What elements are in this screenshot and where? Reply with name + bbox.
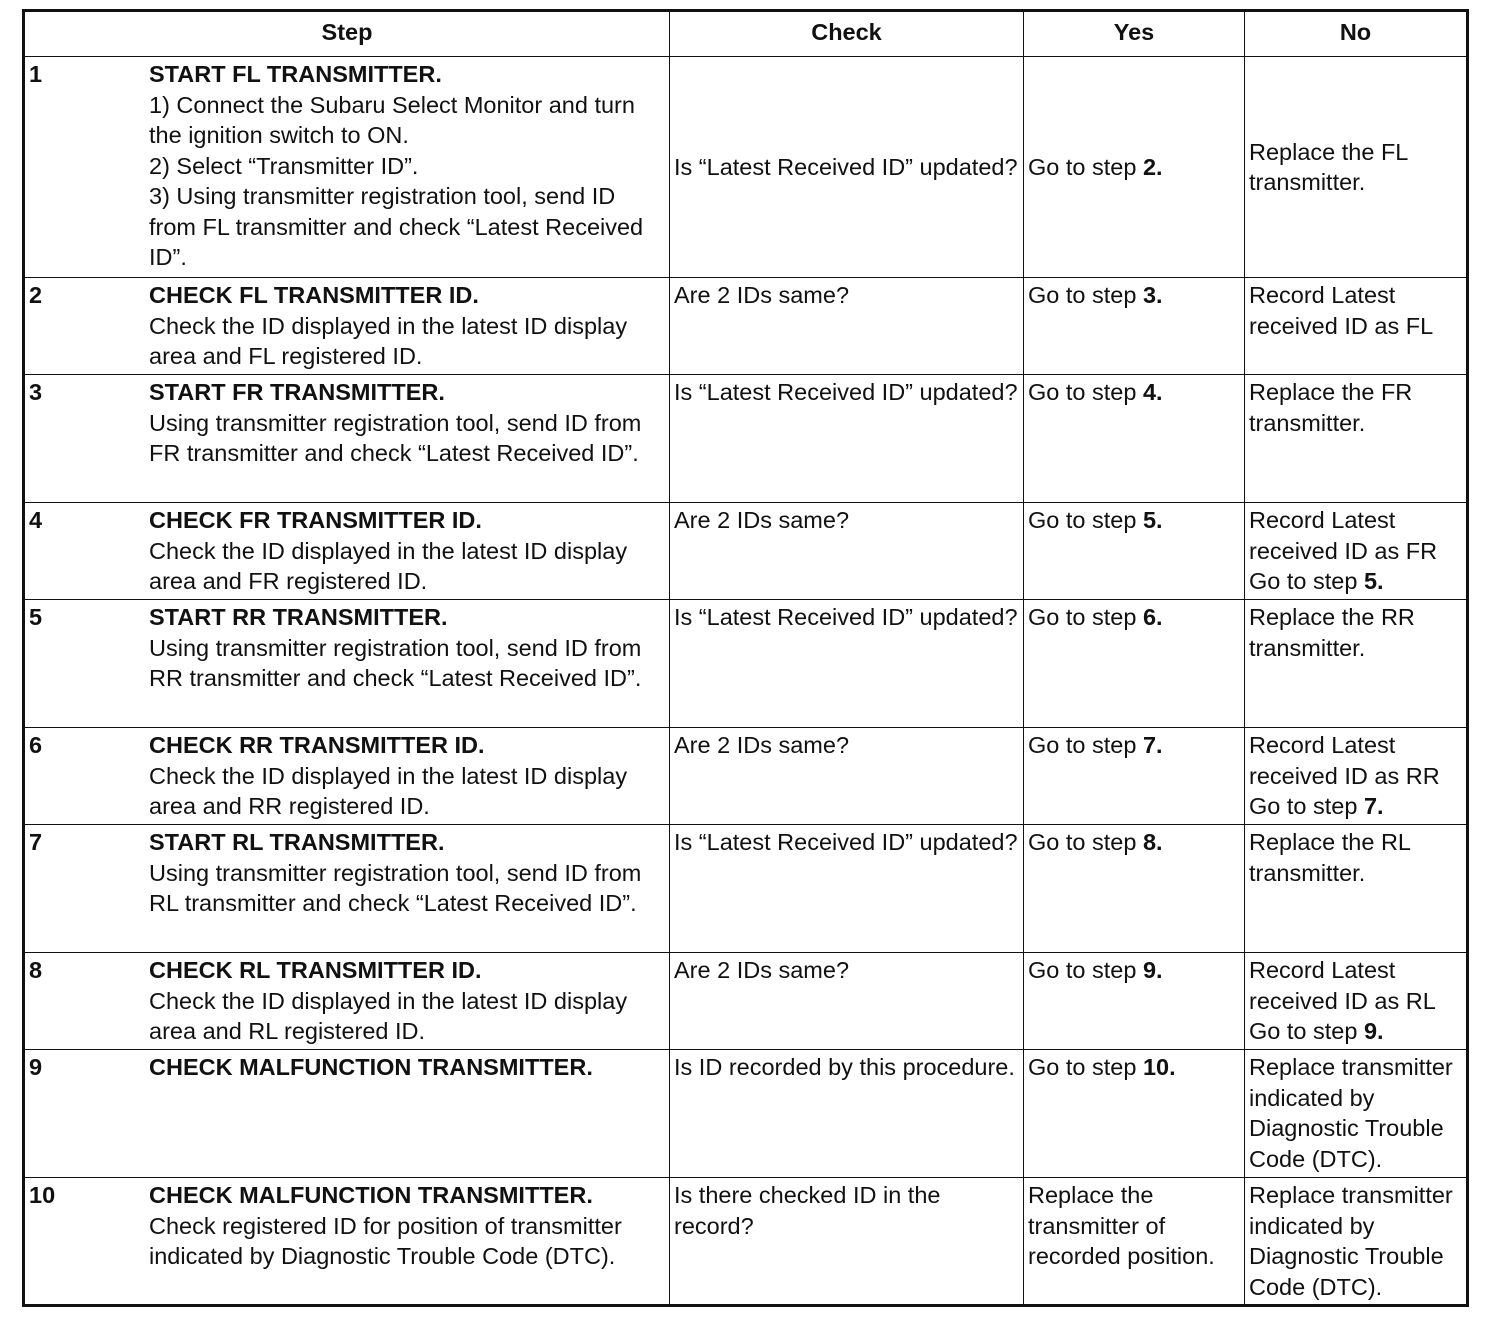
step-number: 6 bbox=[29, 732, 43, 758]
check-cell bbox=[670, 57, 1024, 278]
table-row bbox=[24, 278, 1468, 375]
step-number: 5 bbox=[29, 604, 43, 630]
step-title: CHECK MALFUNCTION TRANSMITTER. bbox=[149, 1182, 593, 1208]
check-cell bbox=[670, 600, 1024, 728]
yes-cell bbox=[1024, 953, 1245, 1050]
step-body bbox=[149, 280, 665, 372]
table-row bbox=[24, 953, 1468, 1050]
table-row bbox=[24, 825, 1468, 953]
no-cell bbox=[1245, 503, 1468, 600]
header-yes: Yes bbox=[1024, 11, 1245, 57]
no-goto-line bbox=[1249, 566, 1462, 597]
table-row bbox=[24, 600, 1468, 728]
yes-step-ref: 8. bbox=[1142, 829, 1163, 855]
step-cell bbox=[24, 600, 670, 728]
no-text: Record Latest received ID as RR bbox=[1249, 732, 1440, 789]
no-cell bbox=[1245, 57, 1468, 278]
table-row bbox=[24, 1178, 1468, 1306]
step-title: START FR TRANSMITTER. bbox=[149, 379, 445, 405]
no-goto-text: Go to step bbox=[1249, 1018, 1364, 1044]
yes-cell bbox=[1024, 1178, 1245, 1306]
step-cell bbox=[24, 375, 670, 503]
no-goto-step-ref: 9. bbox=[1363, 1018, 1384, 1044]
step-instruction: Using transmitter registration tool, send ID from FR transmitter and check “Latest Received ID”. bbox=[149, 409, 642, 466]
step-number: 9 bbox=[29, 1054, 43, 1080]
step-instruction: 1) Connect the Subaru Select Monitor and turn the ignition switch to ON. bbox=[149, 91, 635, 148]
yes-text: Go to step bbox=[1028, 829, 1143, 855]
step-body bbox=[149, 602, 665, 694]
step-instruction: Check the ID displayed in the latest ID display area and RR registered ID. bbox=[149, 762, 628, 819]
yes-step-ref: 2. bbox=[1142, 153, 1163, 180]
check-question: Are 2 IDs same? bbox=[674, 957, 850, 983]
step-cell bbox=[24, 728, 670, 825]
yes-text: Go to step bbox=[1028, 507, 1143, 533]
check-cell bbox=[670, 375, 1024, 503]
yes-step-ref: 5. bbox=[1142, 507, 1163, 533]
yes-text: Go to step bbox=[1028, 604, 1143, 630]
table-row bbox=[24, 728, 1468, 825]
step-body bbox=[149, 730, 665, 822]
step-instruction: Check the ID displayed in the latest ID display area and RL registered ID. bbox=[149, 987, 628, 1044]
step-body bbox=[149, 827, 665, 919]
no-goto-line bbox=[1249, 791, 1462, 822]
step-number: 3 bbox=[29, 379, 43, 405]
step-cell bbox=[24, 278, 670, 375]
table-row bbox=[24, 57, 1468, 278]
no-cell bbox=[1245, 1050, 1468, 1178]
step-title: CHECK MALFUNCTION TRANSMITTER. bbox=[149, 1054, 593, 1080]
step-cell bbox=[24, 57, 670, 278]
step-cell bbox=[24, 1178, 670, 1306]
check-cell bbox=[670, 1050, 1024, 1178]
check-question: Are 2 IDs same? bbox=[674, 282, 850, 308]
check-question: Is “Latest Received ID” updated? bbox=[674, 829, 1018, 855]
yes-text: Go to step bbox=[1028, 957, 1143, 983]
step-cell bbox=[24, 825, 670, 953]
yes-step-ref: 9. bbox=[1142, 957, 1163, 983]
step-body bbox=[149, 1052, 665, 1083]
table-row bbox=[24, 503, 1468, 600]
check-question: Is there checked ID in the record? bbox=[674, 1182, 941, 1239]
no-cell bbox=[1245, 825, 1468, 953]
step-body bbox=[149, 59, 665, 273]
no-cell bbox=[1245, 1178, 1468, 1306]
check-question: Is “Latest Received ID” updated? bbox=[674, 604, 1018, 630]
step-number: 8 bbox=[29, 957, 43, 983]
yes-step-ref: 10. bbox=[1142, 1054, 1176, 1080]
check-question: Are 2 IDs same? bbox=[674, 732, 850, 758]
step-body bbox=[149, 505, 665, 597]
yes-cell bbox=[1024, 278, 1245, 375]
check-cell bbox=[670, 953, 1024, 1050]
step-cell bbox=[24, 1050, 670, 1178]
yes-cell bbox=[1024, 375, 1245, 503]
step-instruction: Check the ID displayed in the latest ID display area and FR registered ID. bbox=[149, 537, 628, 594]
no-cell bbox=[1245, 600, 1468, 728]
step-instruction: 2) Select “Transmitter ID”. bbox=[149, 152, 419, 179]
check-cell bbox=[670, 503, 1024, 600]
yes-cell bbox=[1024, 1050, 1245, 1178]
table-row bbox=[24, 1050, 1468, 1178]
table-body bbox=[24, 57, 1468, 1306]
yes-step-ref: 3. bbox=[1142, 282, 1163, 308]
step-title: START FL TRANSMITTER. bbox=[149, 61, 442, 87]
step-number: 1 bbox=[29, 61, 43, 87]
step-body bbox=[149, 1180, 665, 1272]
check-cell bbox=[670, 825, 1024, 953]
step-instruction: Check registered ID for position of transmitter indicated by Diagnostic Trouble Code (DTC). bbox=[149, 1212, 622, 1269]
step-body bbox=[149, 955, 665, 1047]
step-title: CHECK RR TRANSMITTER ID. bbox=[149, 732, 485, 758]
no-goto-text: Go to step bbox=[1249, 568, 1364, 594]
yes-text: Replace the transmitter of recorded position. bbox=[1028, 1182, 1215, 1269]
step-cell bbox=[24, 503, 670, 600]
check-cell bbox=[670, 728, 1024, 825]
yes-text: Go to step bbox=[1028, 153, 1143, 180]
no-text: Record Latest received ID as FR bbox=[1249, 507, 1438, 564]
yes-text: Go to step bbox=[1028, 732, 1143, 758]
no-cell bbox=[1245, 728, 1468, 825]
step-number: 10 bbox=[29, 1182, 56, 1208]
no-text: Replace the FR transmitter. bbox=[1249, 379, 1413, 436]
step-cell bbox=[24, 953, 670, 1050]
yes-step-ref: 7. bbox=[1142, 732, 1163, 758]
yes-step-ref: 4. bbox=[1142, 379, 1163, 405]
yes-text: Go to step bbox=[1028, 1054, 1143, 1080]
no-goto-step-ref: 7. bbox=[1363, 793, 1384, 819]
table-row bbox=[24, 375, 1468, 503]
check-question: Is “Latest Received ID” updated? bbox=[674, 153, 1018, 180]
diagnostic-procedure-table bbox=[22, 9, 1469, 1307]
no-goto-line bbox=[1249, 1016, 1462, 1047]
no-text: Replace the RR transmitter. bbox=[1249, 604, 1415, 661]
step-body bbox=[149, 377, 665, 469]
step-instruction: Using transmitter registration tool, send ID from RR transmitter and check “Latest Received ID”. bbox=[149, 634, 642, 691]
check-question: Are 2 IDs same? bbox=[674, 507, 850, 533]
yes-step-ref: 6. bbox=[1142, 604, 1163, 630]
header-row bbox=[24, 11, 1468, 57]
step-title: CHECK FR TRANSMITTER ID. bbox=[149, 507, 482, 533]
no-text: Replace the FL transmitter. bbox=[1249, 138, 1408, 195]
no-text: Replace the RL transmitter. bbox=[1249, 829, 1411, 886]
yes-text: Go to step bbox=[1028, 379, 1143, 405]
step-instruction: 3) Using transmitter registration tool, send ID from FL transmitter and check “Latest Received ID”. bbox=[149, 183, 644, 270]
no-goto-step-ref: 5. bbox=[1363, 568, 1384, 594]
header-no: No bbox=[1245, 11, 1468, 57]
step-title: CHECK RL TRANSMITTER ID. bbox=[149, 957, 482, 983]
yes-cell bbox=[1024, 57, 1245, 278]
step-instruction: Check the ID displayed in the latest ID display area and FL registered ID. bbox=[149, 312, 628, 369]
step-instruction: Using transmitter registration tool, send ID from RL transmitter and check “Latest Received ID”. bbox=[149, 859, 642, 916]
no-goto-text: Go to step bbox=[1249, 793, 1364, 819]
no-cell bbox=[1245, 278, 1468, 375]
no-text: Replace transmitter indicated by Diagnostic Trouble Code (DTC). bbox=[1249, 1182, 1453, 1300]
no-text: Record Latest received ID as FL bbox=[1249, 282, 1434, 339]
no-text: Replace transmitter indicated by Diagnostic Trouble Code (DTC). bbox=[1249, 1054, 1453, 1172]
step-title: CHECK FL TRANSMITTER ID. bbox=[149, 282, 479, 308]
yes-cell bbox=[1024, 600, 1245, 728]
step-title: START RR TRANSMITTER. bbox=[149, 604, 448, 630]
no-cell bbox=[1245, 953, 1468, 1050]
check-cell bbox=[670, 278, 1024, 375]
step-title: START RL TRANSMITTER. bbox=[149, 829, 445, 855]
check-cell bbox=[670, 1178, 1024, 1306]
yes-cell bbox=[1024, 825, 1245, 953]
no-cell bbox=[1245, 375, 1468, 503]
step-number: 2 bbox=[29, 282, 43, 308]
check-question: Is ID recorded by this procedure. bbox=[674, 1054, 1015, 1080]
header-step: Step bbox=[24, 11, 670, 57]
no-text: Record Latest received ID as RL bbox=[1249, 957, 1436, 1014]
yes-cell bbox=[1024, 503, 1245, 600]
yes-text: Go to step bbox=[1028, 282, 1143, 308]
step-number: 4 bbox=[29, 507, 43, 533]
yes-cell bbox=[1024, 728, 1245, 825]
header-check: Check bbox=[670, 11, 1024, 57]
check-question: Is “Latest Received ID” updated? bbox=[674, 379, 1018, 405]
step-number: 7 bbox=[29, 829, 43, 855]
